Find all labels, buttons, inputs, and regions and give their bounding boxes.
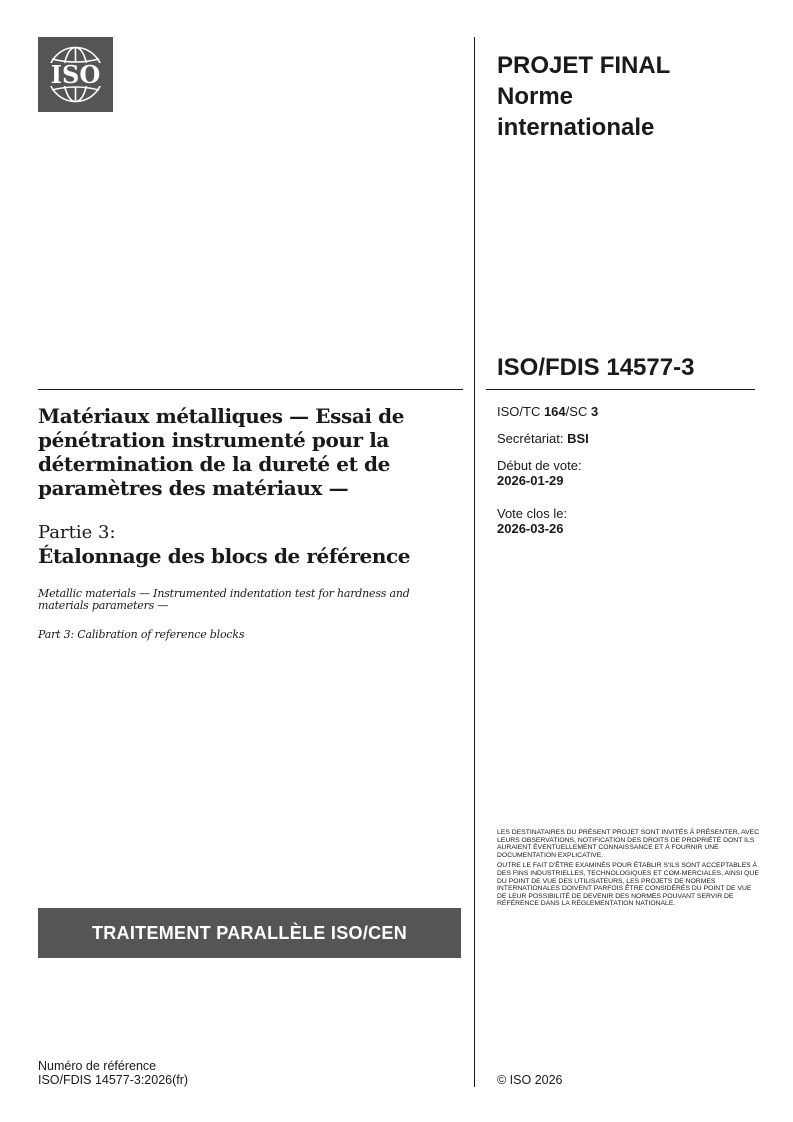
part-title-en: Part 3: Calibration of reference blocks: [38, 628, 245, 641]
main-title-fr: Matériaux métalliques — Essai de pénétration instrumenté pour la détermination de la dureté et de paramètres des matériaux —: [38, 404, 405, 500]
document-stage-title: [497, 50, 767, 143]
banner-text: TRAITEMENT PARALLÈLE ISO/CEN: [91, 922, 408, 943]
part-label: Partie 3:: [38, 522, 116, 543]
committee-sc: 3: [590, 404, 599, 419]
parallel-processing-banner: [38, 908, 461, 958]
copyright: © ISO 2026: [497, 1073, 563, 1087]
vote-end-label: Vote clos le:: [497, 506, 568, 521]
iso-logo-text: ISO: [50, 60, 101, 89]
document-number: ISO/FDIS 14577-3: [497, 354, 695, 381]
committee-tc: 164: [543, 404, 566, 419]
vote-start: [497, 458, 582, 488]
reference-label: Numéro de référence: [38, 1059, 157, 1073]
horizontal-divider-right: [486, 389, 755, 390]
reference-value: ISO/FDIS 14577-3:2026(fr): [38, 1073, 189, 1087]
recipients-notice: [497, 829, 762, 911]
stage-line-3: internationale: [497, 114, 655, 141]
secretariat-line: [497, 431, 589, 446]
vote-start-label: Début de vote:: [497, 458, 582, 473]
iso-globe-logo-icon: [38, 37, 113, 112]
horizontal-divider-left: [38, 389, 463, 390]
committee-prefix: ISO/TC: [497, 404, 544, 419]
vote-end-value: 2026-03-26: [497, 521, 564, 536]
vote-start-value: 2026-01-29: [497, 473, 564, 488]
notice-paragraph-1: LES DESTINATAIRES DU PRÉSENT PROJET SONT INVITÉS À PRÉSENTER, AVEC LEURS OBSERVATIONS, NOTIFICATION DES DROITS DE PROPRIÉTÉ DONT ILS AURAIENT ÉVENTUELLEMENT CONNAISSANCE ET À FOURNIR UNE DOCUMENTATION EXPLICATIVE.: [497, 829, 760, 859]
committee-sep: /SC: [565, 404, 591, 419]
main-title-en: Metallic materials — Instrumented indentation test for hardness and materials parameters —: [38, 587, 410, 612]
notice-paragraph-2: OUTRE LE FAIT D'ÊTRE EXAMINÉS POUR ÉTABLIR S'ILS SONT ACCEPTABLES À DES FINS INDUSTRIELLES, TECHNOLOGIQUES ET COM-MERCIALES, AINSI QUE DU POINT DE VUE DES UTILISATEURS, LES PROJETS DE NORMES INTERNATIONALES DOIVENT PARFOIS ÊTRE CONSIDÉRÉS DU POINT DE VUE DE LEUR POSSIBILITÉ DE DEVENIR DES NORMES POUVANT SERVIR DE RÉFÉRENCE DANS LA RÉGLEMENTATION NATIONALE.: [497, 862, 759, 908]
committee-line: [497, 404, 598, 419]
vertical-divider: [474, 37, 475, 1087]
part-title: Étalonnage des blocs de référence: [38, 544, 411, 568]
vote-end: [497, 506, 567, 536]
iso-logo: [38, 37, 113, 112]
reference-number: [38, 1059, 188, 1087]
secretariat-label: Secrétariat:: [497, 431, 568, 446]
secretariat-value: BSI: [567, 431, 589, 446]
stage-line-2: Norme: [497, 83, 574, 110]
stage-line-1: PROJET FINAL: [497, 52, 671, 79]
